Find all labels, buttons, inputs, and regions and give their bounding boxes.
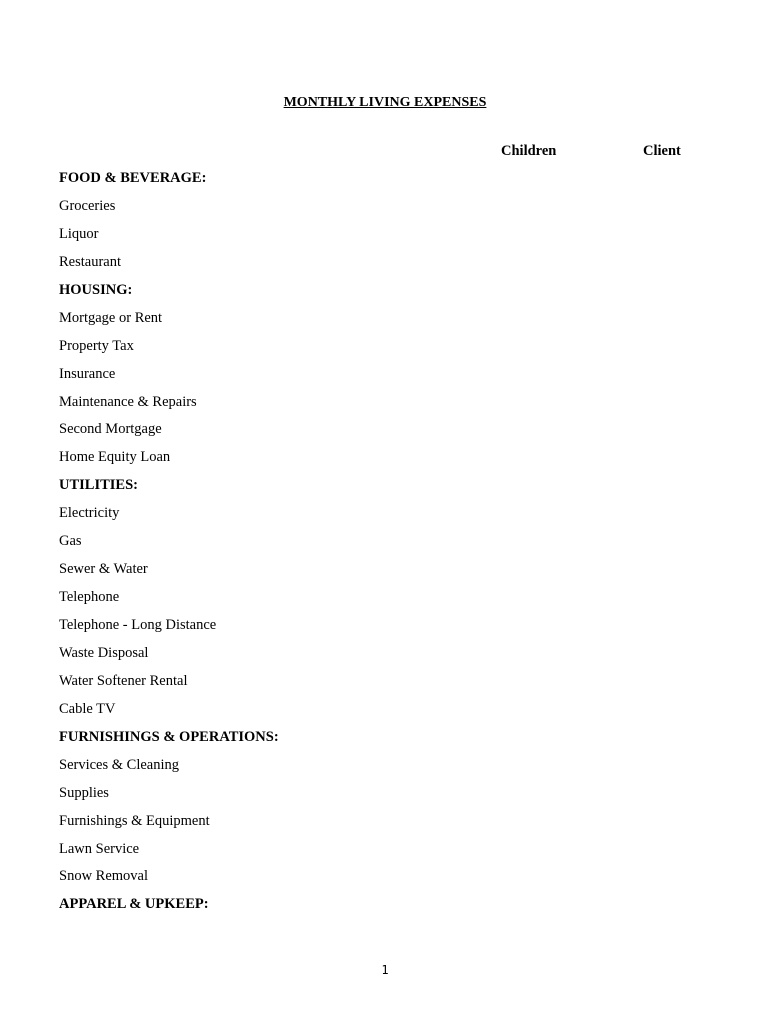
section-heading: APPAREL & UPKEEP: — [59, 896, 209, 913]
expense-item-label: Telephone — [59, 589, 120, 606]
section-heading: FOOD & BEVERAGE: — [59, 170, 207, 186]
expense-item-label: Telephone - Long Distance — [59, 617, 217, 633]
expense-item-label: Restaurant — [59, 253, 122, 270]
expense-item-label: Insurance — [59, 365, 116, 382]
expense-item-label: Water Softener Rental — [59, 672, 188, 689]
expense-item-label: Home Equity Loan — [59, 449, 171, 466]
expense-item-label: Services & Cleaning — [59, 756, 180, 773]
document-title: MONTHLY LIVING EXPENSES — [283, 95, 487, 110]
expense-item-label: Second Mortgage — [59, 421, 162, 438]
expense-item-label: Groceries — [59, 197, 116, 214]
expense-item-label: Gas — [59, 533, 82, 550]
expense-item-label: Cable TV — [59, 700, 116, 717]
expense-item-label: Mortgage or Rent — [59, 309, 163, 326]
column-header-client: Client — [643, 143, 681, 159]
expense-item-label: Snow Removal — [59, 868, 149, 885]
section-heading: FURNISHINGS & OPERATIONS: — [59, 728, 279, 745]
expense-item-label: Waste Disposal — [59, 644, 149, 661]
page-number: 1 — [381, 963, 389, 977]
expense-item-label: Supplies — [59, 784, 109, 801]
expense-item-label: Furnishings & Equipment — [59, 812, 210, 829]
expense-item-label: Liquor — [59, 225, 99, 242]
section-heading: HOUSING: — [59, 281, 133, 298]
section-heading: UTILITIES: — [59, 477, 138, 494]
expense-list — [59, 169, 719, 923]
expense-item-label: Lawn Service — [59, 840, 140, 857]
expense-item-label: Property Tax — [59, 337, 134, 354]
expense-item-label: Sewer & Water — [59, 561, 148, 578]
expense-item-label: Electricity — [59, 505, 120, 522]
expense-item-label: Maintenance & Repairs — [59, 393, 197, 410]
column-header-children: Children — [501, 143, 557, 159]
